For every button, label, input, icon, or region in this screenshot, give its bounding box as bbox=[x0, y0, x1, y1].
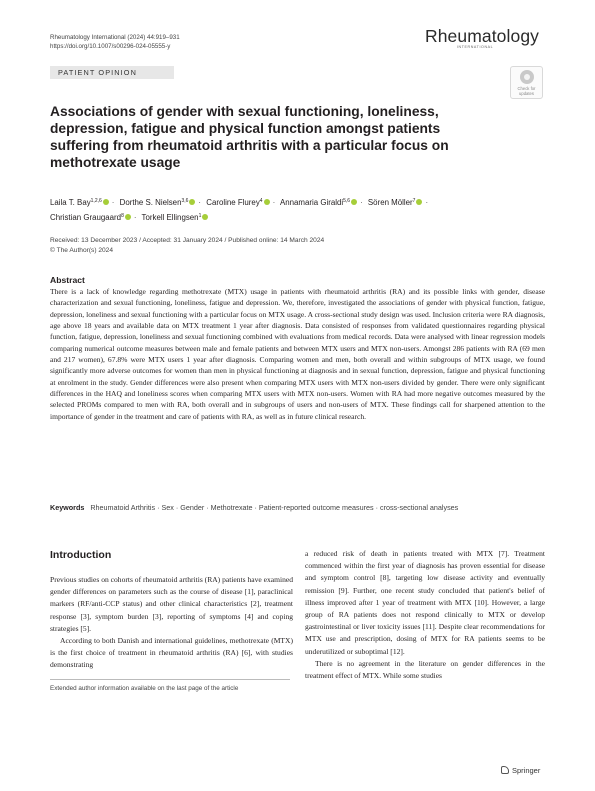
abstract-heading: Abstract bbox=[50, 275, 85, 285]
author[interactable]: Laila T. Bay$^{1,2,6}$ bbox=[50, 198, 109, 207]
paragraph: a reduced risk of death in patients treated with MTX [7]. Treatment commenced within the first year of diagnosis has proven essential for disease and symptom control [8], targeting low disease activity and eventually remission [9]. Further, one recent study concluded that patient's belief of illness improved after 1 year of treatment with MTX [10]. However, a large group of RA patients does not respond clinically to MTX or develop gastrointestinal or liver toxicity issues [11]. Despite clear recommendations for MTX use and prescription, dosing of MTX for RA patients seems to be underutilized or suboptimal [12]. bbox=[305, 549, 545, 656]
doi-link[interactable]: https://doi.org/10.1007/s00296-024-05555-y bbox=[50, 43, 171, 50]
publisher-name: Springer bbox=[512, 766, 541, 775]
check-for-updates-badge[interactable] bbox=[510, 66, 543, 99]
orcid-icon[interactable] bbox=[416, 199, 422, 205]
crossmark-icon bbox=[520, 70, 534, 84]
keywords-label: Keywords bbox=[50, 503, 85, 512]
journal-logo-subtitle: INTERNATIONAL bbox=[456, 45, 494, 49]
author[interactable]: Dorthe S. Nielsen$^{3,6}$ bbox=[120, 198, 196, 207]
springer-horse-icon bbox=[501, 766, 509, 774]
introduction-heading: Introduction bbox=[50, 549, 112, 561]
orcid-icon[interactable] bbox=[351, 199, 357, 205]
journal-brand bbox=[425, 27, 539, 49]
orcid-icon[interactable] bbox=[202, 214, 208, 220]
crossmark-label-line1: Check for bbox=[517, 86, 536, 91]
paragraph: Previous studies on cohorts of rheumatoid arthritis (RA) patients have examined gender differences on parameters such as the course of disease [1], paraclinical markers (RF/anti-CCP status) and other clinical characteristics [2], treatment response [3], symptom burden [3], reporting of symptoms [4] and coping strategies [5]. bbox=[50, 575, 293, 633]
body-column-right bbox=[305, 548, 545, 682]
keywords bbox=[50, 502, 530, 513]
paragraph: According to both Danish and international guidelines, methotrexate (MTX) is the first choice of treatment in rheumatoid arthritis (RA) [6], with studies demonstrating bbox=[50, 636, 293, 670]
footnote-divider bbox=[50, 679, 290, 680]
received-accepted-published: Received: 13 December 2023 / Accepted: 31 January 2024 / Published online: 14 March 2024 bbox=[50, 237, 325, 244]
author[interactable]: Caroline Flurey$^4$ bbox=[206, 198, 269, 207]
body-column-left bbox=[50, 574, 293, 672]
orcid-icon[interactable] bbox=[125, 214, 131, 220]
journal-citation: Rheumatology International (2024) 44:919–931 bbox=[50, 34, 180, 41]
author-list: Laila T. Bay$^{1,2,6}$ · Dorthe S. Nielsen$^{3,6}$ · Caroline Flurey$^4$ · Annamaria Giraldi$^{5,6}$ · Sören Möller$^7$ · Christian Graugaard$^8$ · Torkell Ellingsen$^1$ bbox=[50, 198, 429, 222]
abstract-text: There is a lack of knowledge regarding methotrexate (MTX) usage in patients with rheumatoid arthritis (RA) and its possible links with gender, disease characterization and sexual functioning, loneliness, fatigue and depression. We, therefore, investigated the associations of gender with physical function, fatigue, depression, loneliness and sexual functioning with a particular focus on MTX usage. A cross-sectional study design was used. Inclusion criteria were RA diagnosis, age above 18 years and available data on MTX treatment 1 year after diagnosis. Data consisted of responses from validated questionnaires regarding physical function, fatigue, depression, loneliness and sexual functioning combined with evaluations from medical records. Data were analysed with linear regression models comparing numerical outcome measures between male and female patients and between MTX users and MTX non-users. Amongst 286 patients with RA (69 men and 217 women), 67.8% were MTX users 1 year after diagnosis. Comparing women and men, both overall and within subgroups of MTX usage, we found significantly more adverse outcomes for women than men in physical functioning at diagnosis and in sexual function, depression, fatigue and physical functioning at enrolment in the study. Gender differences were also present when comparing MTX users with MTX non-users divided by gender. There were only significant differences in the HAQ and loneliness scores when comparing MTX users with MTX non-users. Women with RA had more negative outcomes measured by the selected PROMs compared to men with RA, both overall and in subgroups of users and non-users of MTX. These findings call for sharpened attention to the importance of gender in the treatment and care of patients with RA, as well as in future clinical research. bbox=[50, 287, 545, 421]
author[interactable]: Sören Möller$^7$ bbox=[368, 198, 423, 207]
publication-dates bbox=[50, 236, 324, 256]
publisher-logo bbox=[501, 766, 540, 776]
crossmark-label-line2: updates bbox=[519, 91, 534, 96]
keywords-list: Rheumatoid Arthritis · Sex · Gender · Methotrexate · Patient-reported outcome measures · cross-sectional analyses bbox=[90, 503, 459, 512]
orcid-icon[interactable] bbox=[103, 199, 109, 205]
article-title: Associations of gender with sexual functioning, loneliness, depression, fatigue and physical function amongst patients suffering from rheumatoid arthritis with a particular focus on methotrexate usage bbox=[50, 104, 449, 170]
footnote: Extended author information available on the last page of the article bbox=[50, 685, 239, 692]
author[interactable]: Torkell Ellingsen$^1$ bbox=[142, 213, 209, 222]
author[interactable]: Christian Graugaard$^8$ bbox=[50, 213, 131, 222]
orcid-icon[interactable] bbox=[189, 199, 195, 205]
author[interactable]: Annamaria Giraldi$^{5,6}$ bbox=[280, 198, 357, 207]
copyright-line: © The Author(s) 2024 bbox=[50, 247, 114, 254]
orcid-icon[interactable] bbox=[264, 199, 270, 205]
paragraph: There is no agreement in the literature on gender differences in the treatment effect of MTX. While some studies bbox=[305, 658, 545, 681]
article-type-label: PATIENT OPINION bbox=[58, 68, 137, 77]
journal-logo-name: Rheumatology bbox=[424, 26, 539, 46]
